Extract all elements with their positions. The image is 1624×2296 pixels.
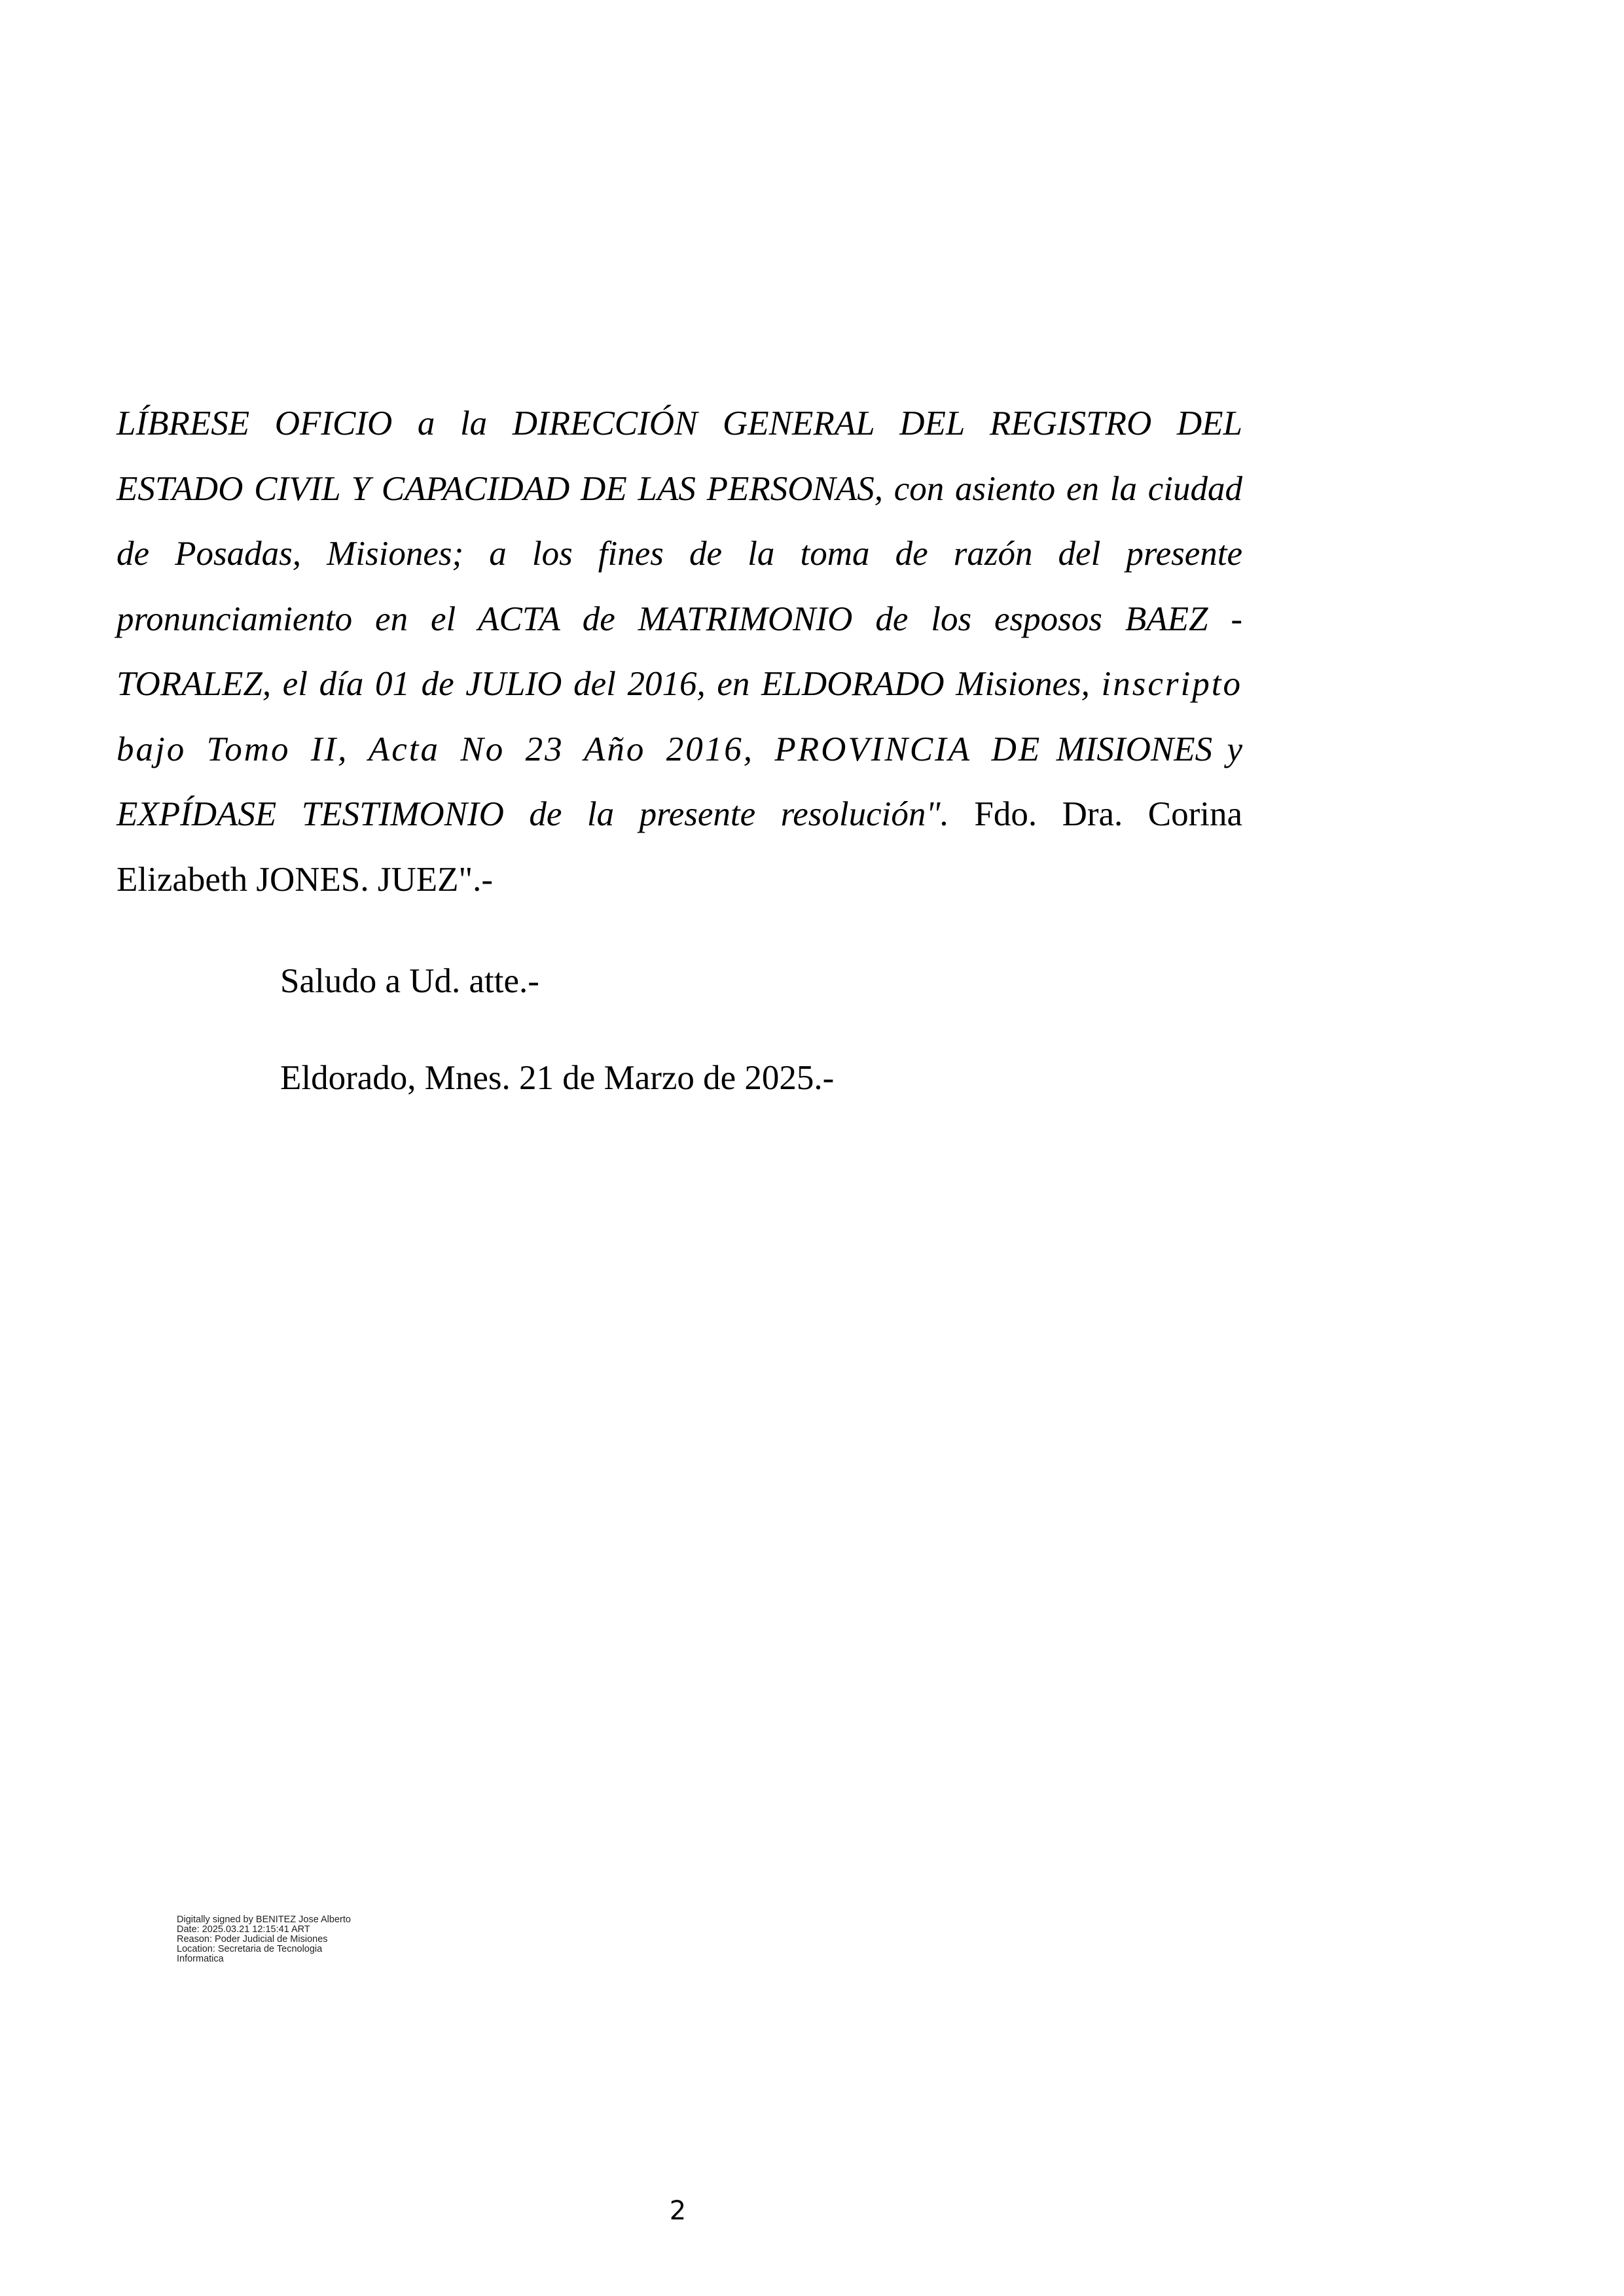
paragraph-segment-italic: LÍBRESE OFICIO a la DIRECCIÓN GENERAL DEL REGISTRO DEL ESTADO CIVIL Y CAPACIDAD DE LAS PERSONAS, con asiento en la ciudad de Posadas, Misiones; a los fines de la toma de razón del presente pronunciamiento en el ACTA de MATRIMONIO de los esposos BAEZ - TORALEZ, el día 01 de JULIO del 2016, en ELDORADO Misiones,	[117, 404, 1242, 703]
paragraph-segment-signature-ref: Fdo. Dra. Corina Elizabeth JONES. JUEZ".-	[117, 795, 1242, 899]
paragraph-segment-italic-spaced: inscripto bajo Tomo II, Acta No 23 Año 2016, PROVINCIA DE	[117, 665, 1242, 768]
digital-signature-block	[177, 1915, 452, 1964]
page-number: 2	[669, 2196, 687, 2226]
signature-location: Location: Secretaria de Tecnologia	[177, 1944, 323, 1954]
signature-reason: Reason: Poder Judicial de Misiones	[177, 1934, 328, 1945]
signature-date: Date: 2025.03.21 12:15:41 ART	[177, 1924, 310, 1935]
signature-location-cont: Informatica	[177, 1954, 224, 1964]
salutation: Saludo a Ud. atte.-	[280, 962, 539, 1000]
place-and-date: Eldorado, Mnes. 21 de Marzo de 2025.-	[280, 1059, 835, 1097]
resolution-paragraph	[117, 391, 1242, 912]
paragraph-segment-italic-closing: MISIONES y EXPÍDASE TESTIMONIO de la presente resolución".	[117, 730, 1242, 833]
signature-signed-by: Digitally signed by BENITEZ Jose Alberto	[177, 1914, 351, 1925]
resolution-body	[117, 391, 1242, 912]
